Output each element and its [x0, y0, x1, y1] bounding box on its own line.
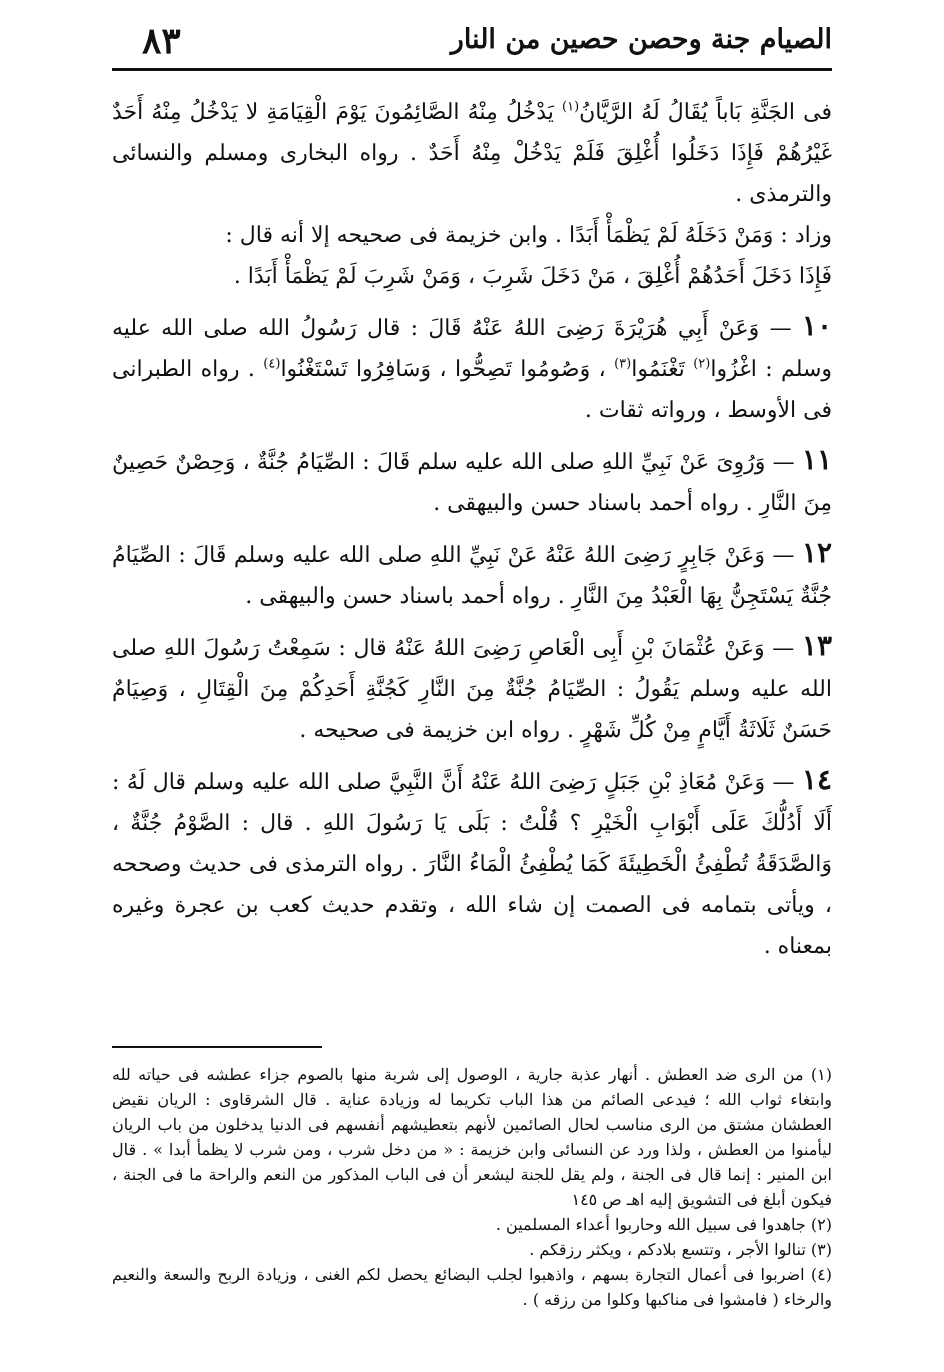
footnote-marker: (١): [562, 99, 580, 115]
hadith-13: [112, 625, 832, 751]
hadith-text: — وَعَنْ جَابِرٍ رَضِىَ اللهُ عَنْهُ عَنْ نَبِيِّ اللهِ صلى الله عليه وسلم قَالَ : الصِّيَامُ جُنَّةٌ يَسْتَجِنُّ بِهَا الْعَبْدُ مِنَ النَّارِ . رواه أحمد باسناد حسن والبيهقى .: [112, 543, 832, 609]
hadith-11: [112, 439, 832, 524]
footnote-marker: (٤): [263, 356, 281, 372]
paragraph-text: فى الجَنَّةِ بَاباً يُقَالُ لَهُ الرَّيَّانُ: [579, 100, 832, 125]
paragraph: فَإِذَا دَخَلَ أَحَدُهُمْ أُغْلِقَ ، مَنْ دَخَلَ شَرِبَ ، وَمَنْ شَرِبَ لَمْ يَظْمَأْ أَبَدًا .: [233, 264, 832, 289]
hadith-10: [112, 305, 832, 431]
hadith-text: . رواه الطبرانى فى الأوسط ، ورواته ثقات .: [112, 357, 832, 423]
hadith-number: ١٠: [801, 309, 832, 342]
footnote-1: (١) من الرى ضد العطش . أنهار عذبة جارية ، الوصول إلى شربة منها بالصوم جزاء عطشه فى حياته لله وابتغاء ثواب الله ؛ فيدعى الصائم من هذا الباب تكريما له وزيادة عناية . قال الشرقاوى : الريان نقيض العطشان مشتق من الرى مناسب لحال الصائمين لأنهم بتعطيشهم أنفسهم فى الدنيا يدخلون من باب الريان ليأمنوا من العطش ، ولذا ورد عن النسائى وابن خزيمة : « من دخل شرب ، ومن شرب لا يظمأ أبدا » . قال ابن المنير : إنما قال فى الجنة ، ولم يقل للجنة ليشعر أن فى الباب المذكور من النعم والراحة ما فى الجنة ، فيكون أبلغ فى التشويق إليه اهـ ص ١٤٥: [112, 1065, 833, 1209]
hadith-14: [112, 759, 832, 967]
hadith-number: ١٢: [801, 536, 832, 569]
footnote-divider: [112, 1046, 322, 1048]
hadith-number: ١٤: [801, 763, 832, 796]
footnote-4: (٤) اضربوا فى أعمال التجارة بسهم ، واذهبوا لجلب البضائع يحصل لكم الغنى ، وزيادة الربح والسعة والنعيم والرخاء ( فامشوا فى مناكبها وكلوا من رزقه ) .: [112, 1265, 832, 1309]
footnote-marker: (٣): [614, 356, 632, 372]
main-text: [112, 92, 832, 967]
page-number: ٨٣: [142, 20, 181, 62]
hadith-text: ، وَصُومُوا تَصِحُّوا ، وَسَافِرُوا تَسْتَغْنُوا: [280, 357, 606, 382]
hadith-12: [112, 532, 832, 617]
paragraph-text: يَدْخُلُ مِنْهُ الصَّائِمُونَ يَوْمَ الْقِيَامَةِ لا يَدْخُلُ مِنْهُ أَحَدٌ غَيْرُهُمْ فَإِذَا دَخَلُوا أُغْلِقَ فَلَمْ يَدْخُلْ مِنْهُ أَحَدٌ . رواه البخارى ومسلم والنسائى والترمذى .: [112, 100, 832, 207]
footnote-3: (٣) تنالوا الأجر ، وتتسع بلادكم ، ويكثر رزقكم .: [529, 1240, 832, 1259]
paragraph: [112, 92, 832, 215]
hadith-text: تَغْنَمُوا: [631, 357, 685, 382]
hadith-text: — وَعَنْ مُعَاذِ بْنِ جَبَلٍ رَضِىَ اللهُ عَنْهُ أَنَّ النَّبِيَّ صلى الله عليه وسلم قال لَهُ : أَلَا أَدُلُّكَ عَلَى أَبْوَابِ الْخَيْرِ ؟ قُلْتُ : بَلَى يَا رَسُولَ اللهِ . قال : الصَّوْمُ جُنَّةٌ ، وَالصَّدَقَةُ تُطْفِئُ الْخَطِيئَةَ كَمَا يُطْفِئُ الْمَاءُ النَّارَ . رواه الترمذى فى حديث وصححه ، ويأتى بتمامه فى الصمت إن شاء الله ، وتقدم حديث كعب بن عجرة وغيره بمعناه .: [112, 770, 832, 959]
footnote-2: (٢) جاهدوا فى سبيل الله وحاربوا أعداء المسلمين .: [495, 1215, 832, 1234]
header-divider: [112, 68, 832, 71]
hadith-number: ١١: [801, 443, 832, 476]
page-header: [112, 18, 832, 66]
footnote-marker: (٢): [693, 356, 711, 372]
footnotes: [112, 1062, 832, 1312]
hadith-text: — وَرُوِىَ عَنْ نَبِيِّ اللهِ صلى الله عليه سلم قَالَ : الصِّيَامُ جُنَّةٌ ، وَحِصْنٌ حَصِينٌ مِنَ النَّارِ . رواه أحمد باسناد حسن والبيهقى .: [112, 450, 832, 516]
hadith-text: — وَعَنْ أَبِي هُرَيْرَةَ رَضِىَ اللهُ عَنْهُ قَالَ : قال رَسُولُ الله صلى الله عليه وسلم : اغْزُوا: [112, 316, 833, 382]
paragraph: وزاد : وَمَنْ دَخَلَهُ لَمْ يَظْمَأْ أَبَدًا . وابن خزيمة فى صحيحه إلا أنه قال :: [225, 223, 832, 248]
page-title: الصيام جنة وحصن حصين من النار: [450, 24, 832, 55]
hadith-number: ١٣: [801, 629, 832, 662]
hadith-text: — وَعَنْ عُثْمَانَ بْنِ أَبِى الْعَاصِ رَضِىَ اللهُ عَنْهُ قال : سَمِعْتُ رَسُولَ اللهِ صلى الله عليه وسلم يَقُولُ : الصِّيَامُ جُنَّةٌ مِنَ النَّارِ كَجُنَّةِ أَحَدِكُمْ مِنَ الْقِتَالِ ، وَصِيَامٌ حَسَنٌ ثَلَاثَةُ أَيَّامٍ مِنْ كُلِّ شَهْرٍ . رواه ابن خزيمة فى صحيحه .: [112, 636, 832, 743]
